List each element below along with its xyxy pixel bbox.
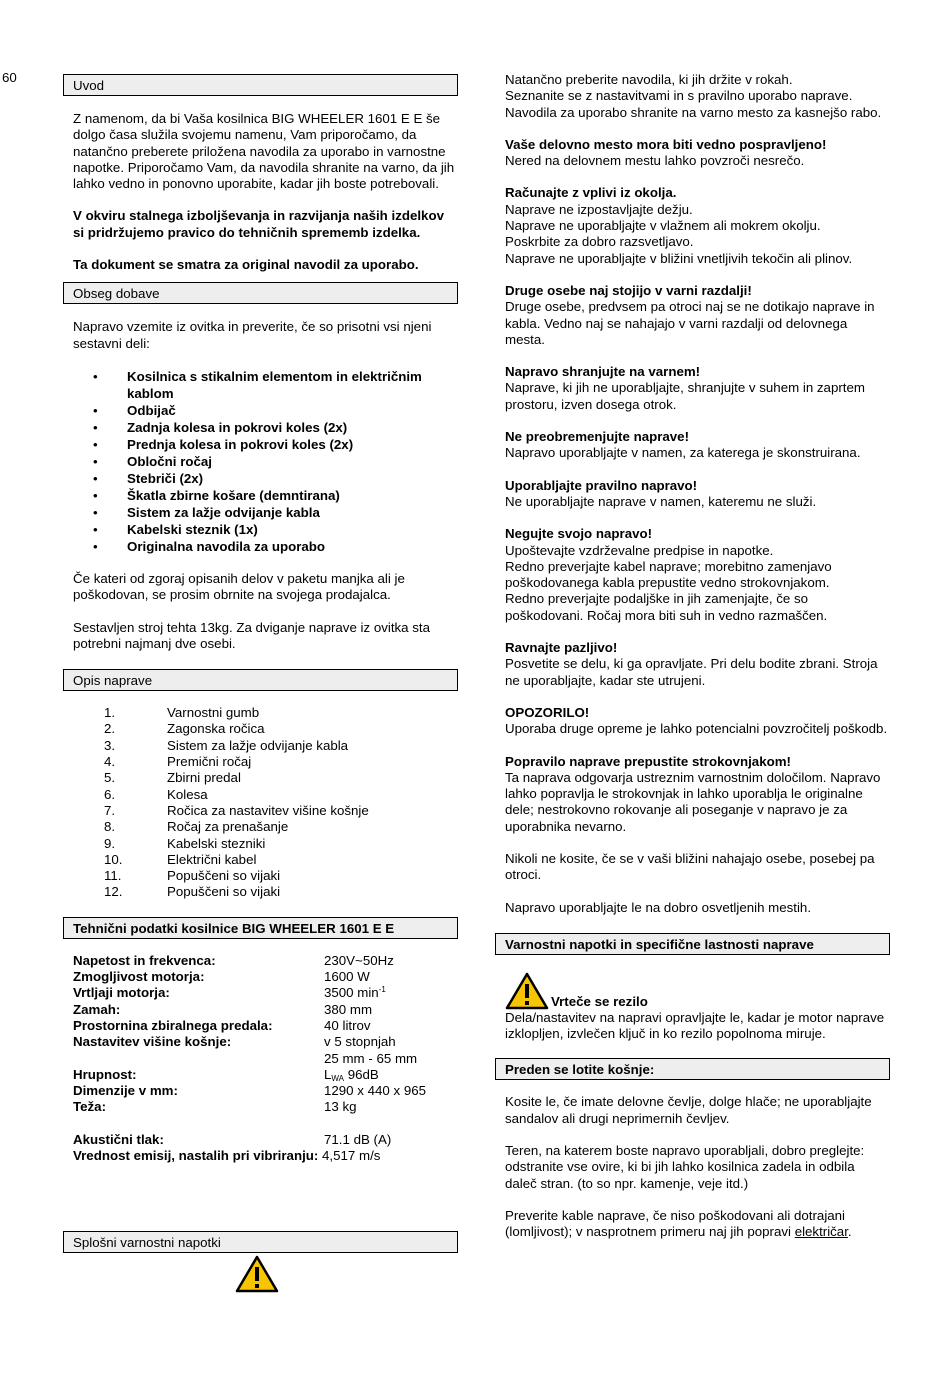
safety-rule <box>505 429 890 462</box>
part-number: 11. <box>104 868 122 884</box>
spec-value-text: 1290 x 440 x 965 <box>324 1083 427 1099</box>
safety-rule-text: Druge osebe, predvsem pa otroci naj se ne dotikajo naprave in kabla. Vedno naj se nahajajo v varni razdalji od delovnega mesta. <box>505 299 875 347</box>
delivery-item: • Sistem za lažje odvijanje kabla <box>63 504 458 521</box>
preden-terrain: Teren, na katerem boste napravo uporabljali, dobro preglejte: odstranite vse ovire, ki bi jih lahko kosilnica zadela in odbila daleč stran. (to so npr. kamenje, veje itd.) <box>505 1143 865 1191</box>
acoustic-label: Akustični tlak: <box>73 1131 164 1147</box>
spec-value <box>324 1018 426 1034</box>
preden-shoes: Kosite le, če imate delovne čevlje, dolge hlače; ne uporabljajte sandalov ali drugi neprimernih čevljev. <box>505 1094 872 1126</box>
spec-value-symbol: L <box>324 1066 332 1082</box>
spec-value <box>324 1002 426 1018</box>
vibration-value: 4,517 m/s <box>318 1147 381 1163</box>
acoustic-table <box>73 1132 391 1148</box>
safety-rule-text: Naprave, ki jih ne uporabljajte, shranjujte v suhem in zaprtem prostoru, izven dosega otrok. <box>505 380 865 412</box>
electrician-word: električar <box>794 1224 848 1240</box>
right-column <box>495 72 890 1241</box>
parts-list <box>73 705 458 901</box>
spec-label: Hrupnost: <box>73 1066 137 1082</box>
safety-rule-text: Upoštevajte vzdrževalne predpise in napotke. <box>505 542 774 558</box>
part-item <box>73 819 458 835</box>
varnostni-section <box>495 972 890 1043</box>
safety-rule-text: Redno preverjajte podaljške in jih zamenjajte, če so poškodovani. Ročaj mora biti suh in vedno razmaščen. <box>505 591 828 623</box>
page-number: 60 <box>2 70 17 85</box>
spec-row <box>73 1099 426 1115</box>
part-item <box>73 754 458 770</box>
spec-value <box>324 1067 426 1083</box>
spec-value-text: 1600 W <box>324 969 370 985</box>
part-number: 5. <box>104 770 116 786</box>
spec-value <box>324 969 426 985</box>
right-intro <box>495 72 890 916</box>
part-label: Kabelski stezniki <box>167 835 266 851</box>
section-header-obseg: Obseg dobave <box>63 282 458 304</box>
spec-label: Napetost in frekvenca: <box>73 952 216 968</box>
preden-cables <box>505 1208 890 1241</box>
part-number: 10. <box>104 851 123 867</box>
part-number: 8. <box>104 819 116 835</box>
delivery-item: • Kosilnica s stikalnim elementom in električnim kablom <box>63 368 458 402</box>
safety-rule-heading: Popravilo naprave prepustite strokovnjakom! <box>505 753 791 769</box>
part-number: 2. <box>104 721 116 737</box>
part-label: Popuščeni so vijaki <box>167 868 281 884</box>
left-column <box>63 74 458 1293</box>
acoustic-value: 71.1 dB (A) <box>324 1131 392 1147</box>
spec-label <box>73 1051 324 1067</box>
safety-rule-text: Ta naprava odgovarja ustreznim varnostnim določilom. Napravo lahko popravlja le strokovnjak in lahko uporablja le originalne dele; nestrokovno rokovanje ali poseganje v napravo je za uporabnika nevarno. <box>505 769 881 834</box>
spec-label: Vrtljaji motorja: <box>73 985 170 1001</box>
uvod-improvement-note: V okviru stalnega izboljševanja in razvijanja naših izdelkov si pridržujemo pravico do tehničnih sprememb izdelka. <box>73 208 444 240</box>
part-item <box>73 721 458 737</box>
spec-value-text: 40 litrov <box>324 1017 371 1033</box>
warning-text: Dela/nastavitev na napravi opravljajte le, kadar je motor naprave izklopljen, izvlečen ključ in ko rezilo popolnoma miruje. <box>505 1009 885 1042</box>
safety-rule-heading: Računajte z vplivi iz okolja. <box>505 185 677 201</box>
safety-rule <box>505 137 890 170</box>
section-header-opis: Opis naprave <box>63 669 458 691</box>
safety-rule <box>505 754 890 835</box>
safety-rule-text: Redno preverjajte kabel naprave; morebitno zamenjavo poškodovanega kabla prepustite vedno strokovnjakom. <box>505 558 832 591</box>
part-item <box>73 868 458 884</box>
part-item <box>73 803 458 819</box>
part-number: 9. <box>104 835 116 851</box>
spec-value-text: 13 kg <box>324 1099 357 1115</box>
spec-row <box>73 1002 426 1018</box>
part-number: 4. <box>104 754 116 770</box>
part-item <box>73 787 458 803</box>
delivery-list <box>63 368 458 555</box>
preden-section <box>495 1094 890 1240</box>
obseg-weight-note: Sestavljen stroj tehta 13kg. Za dviganje naprave iz ovitka sta potrebni najmanj dve osebi. <box>73 619 430 651</box>
safety-rule <box>505 185 890 266</box>
part-label: Zagonska ročica <box>167 721 265 737</box>
spec-row <box>73 985 426 1001</box>
safety-rule-text: Posvetite se delu, ki ga opravljate. Pri delu bodite zbrani. Stroja ne uporabljajte, kadar ste utrujeni. <box>505 656 878 688</box>
uvod-original-note: Ta dokument se smatra za original navodil za uporabo. <box>73 257 419 273</box>
spec-value-text: 230V~50Hz <box>324 952 394 968</box>
intro-line: Natančno preberite navodila, ki jih držite v rokah. <box>505 72 793 87</box>
part-item <box>73 884 458 900</box>
delivery-item: • Prednja kolesa in pokrovi koles (2x) <box>63 436 458 453</box>
safety-rule-text: Naprave ne uporabljajte v bližini vnetljivih tekočin ali plinov. <box>505 250 853 266</box>
safety-rule-text: Nered na delovnem mestu lahko povzroči nesrečo. <box>505 153 805 169</box>
warning-triangle-icon <box>235 1255 279 1293</box>
safety-rule <box>505 364 890 413</box>
spec-table <box>73 953 426 1116</box>
section-header-varnostni: Varnostni napotki in specifične lastnosti naprave <box>495 933 890 955</box>
spec-label: Dimenzije v mm: <box>73 1083 178 1099</box>
delivery-item: • Obločni ročaj <box>63 453 458 470</box>
safety-rule-text: Napravo uporabljajte v namen, za katerega je skonstruirana. <box>505 445 861 461</box>
spec-value-superscript: -1 <box>378 985 386 995</box>
safety-rule-heading: Druge osebe naj stojijo v varni razdalji! <box>505 282 752 298</box>
opis-section <box>63 705 458 901</box>
spec-row <box>73 1051 426 1067</box>
safety-rule-heading: Ne preobremenjujte naprave! <box>505 429 689 445</box>
warning-row <box>505 972 890 1010</box>
vibration-row <box>73 1148 458 1164</box>
obseg-section <box>63 319 458 652</box>
delivery-item: • Škatla zbirne košare (demntirana) <box>63 487 458 504</box>
safety-rule-text: Naprave ne uporabljajte v vlažnem ali mokrem okolju. <box>505 218 821 234</box>
delivery-item: • Odbijač <box>63 402 458 419</box>
delivery-item: • Originalna navodila za uporabo <box>63 538 458 555</box>
safety-rule <box>505 640 890 689</box>
safety-rule-text: Ne uporabljajte naprave v namen, kateremu ne služi. <box>505 493 817 509</box>
safety-rule-text: Uporaba druge opreme je lahko potencialni povzročitelj poškodb. <box>505 721 888 737</box>
section-header-uvod: Uvod <box>63 74 458 96</box>
spec-value <box>324 1034 426 1050</box>
part-item <box>73 836 458 852</box>
uvod-section <box>63 111 458 273</box>
warning-triangle-icon <box>505 972 549 1010</box>
part-number: 7. <box>104 802 116 818</box>
spec-value-text: 25 mm - 65 mm <box>324 1050 418 1066</box>
spec-value <box>324 1051 426 1067</box>
part-number: 12. <box>104 884 123 900</box>
part-item <box>73 738 458 754</box>
safety-rule <box>505 526 890 624</box>
safety-rule-heading: Napravo shranjujte na varnem! <box>505 364 701 380</box>
part-number: 6. <box>104 786 116 802</box>
safety-rule-heading: Vaše delovno mesto mora biti vedno pospravljeno! <box>505 136 827 152</box>
spec-row <box>73 1034 426 1050</box>
part-item <box>73 852 458 868</box>
part-label: Sistem za lažje odvijanje kabla <box>167 737 349 753</box>
part-number: 1. <box>104 705 116 721</box>
delivery-item: • Kabelski steznik (1x) <box>63 521 458 538</box>
spec-value <box>324 1083 426 1099</box>
preden-cables-end: . <box>847 1224 852 1240</box>
spec-row <box>73 953 426 969</box>
spec-label: Nastavitev višine košnje: <box>73 1034 232 1050</box>
safety-rule <box>505 283 890 348</box>
safety-rule-heading: Negujte svojo napravo! <box>505 526 653 542</box>
safety-rule <box>505 705 890 738</box>
part-label: Popuščeni so vijaki <box>167 884 281 900</box>
light-note: Napravo uporabljajte le na dobro osvetljenih mestih. <box>505 899 812 915</box>
safety-rule-text: Naprave ne izpostavljajte dežju. <box>505 201 693 217</box>
section-header-preden: Preden se lotite košnje: <box>495 1058 890 1080</box>
part-item <box>73 705 458 721</box>
spec-label: Zamah: <box>73 1001 121 1017</box>
spec-value-text: 3500 min <box>324 985 379 1001</box>
part-label: Ročaj za prenašanje <box>167 819 289 835</box>
spec-row <box>73 969 426 985</box>
part-label: Zbirni predal <box>167 770 241 786</box>
section-header-tech: Tehnični podatki kosilnice BIG WHEELER 1601 E E <box>63 917 458 939</box>
intro-line: Seznanite se z nastavitvami in s pravilno uporabo naprave. <box>505 88 853 104</box>
part-label: Ročica za nastavitev višine košnje <box>167 802 369 818</box>
spec-value-text: v 5 stopnjah <box>324 1034 396 1050</box>
part-label: Električni kabel <box>167 851 257 867</box>
obseg-intro: Napravo vzemite iz ovitka in preverite, če so prisotni vsi njeni sestavni deli: <box>73 319 432 351</box>
spec-row <box>73 1067 426 1083</box>
preden-cables-text: Preverite kable naprave, če niso poškodovani ali dotrajani (lomljivost); v nasprotnem primeru naj jih popravi <box>505 1207 846 1240</box>
vibration-label: Vrednost emisij, nastalih pri vibriranju: <box>73 1147 319 1163</box>
safety-rule-heading: Ravnajte pazljivo! <box>505 640 618 656</box>
delivery-item: • Stebriči (2x) <box>63 470 458 487</box>
obseg-missing-note: Če kateri od zgoraj opisanih delov v paketu manjka ali je poškodovan, se prosim obrnite na svojega prodajalca. <box>73 570 405 603</box>
intro-line: Navodila za uporabo shranite na varno mesto za kasnejšo rabo. <box>505 104 882 120</box>
spec-value <box>324 953 426 969</box>
section-header-splosni: Splošni varnostni napotki <box>63 1231 458 1253</box>
spec-value-text: 96dB <box>344 1066 379 1082</box>
part-label: Varnostni gumb <box>167 705 260 721</box>
part-number: 3. <box>104 737 116 753</box>
part-item <box>73 770 458 786</box>
uvod-paragraph: Z namenom, da bi Vaša kosilnica BIG WHEELER 1601 E E še dolgo časa služila svojemu namenu, Vam priporočamo, da natančno preberete priložena navodila za uporabo in varnostne napotke. Priporočamo Vam, da navodila shranite na varno, da jih lahko vedno in ponovno uporabite, kadar jih boste potrebovali. <box>73 111 455 192</box>
safety-rule-heading: OPOZORILO! <box>505 704 590 720</box>
part-label: Premični ročaj <box>167 754 252 770</box>
spec-value <box>324 985 426 1001</box>
spec-label: Teža: <box>73 1099 107 1115</box>
spec-value <box>324 1099 426 1115</box>
safety-rule-text: Poskrbite za dobro razsvetljavo. <box>505 234 694 250</box>
spec-label: Zmogljivost motorja: <box>73 969 205 985</box>
delivery-item: • Zadnja kolesa in pokrovi koles (2x) <box>63 419 458 436</box>
spec-value-text: 380 mm <box>324 1001 373 1017</box>
safety-rule <box>505 478 890 511</box>
children-note: Nikoli ne kosite, če se v vaši bližini nahajajo osebe, posebej pa otroci. <box>505 850 875 883</box>
spec-row <box>73 1083 426 1099</box>
safety-rule-heading: Uporabljajte pravilno napravo! <box>505 477 698 493</box>
spec-row <box>73 1018 426 1034</box>
spec-label: Prostornina zbiralnega predala: <box>73 1017 273 1033</box>
part-label: Kolesa <box>167 786 208 802</box>
spec-value-subscript: WA <box>331 1073 344 1083</box>
tech-section <box>63 953 458 1165</box>
splosni-icon-wrap <box>63 1255 458 1293</box>
warning-title: Vrteče se rezilo <box>551 993 648 1009</box>
